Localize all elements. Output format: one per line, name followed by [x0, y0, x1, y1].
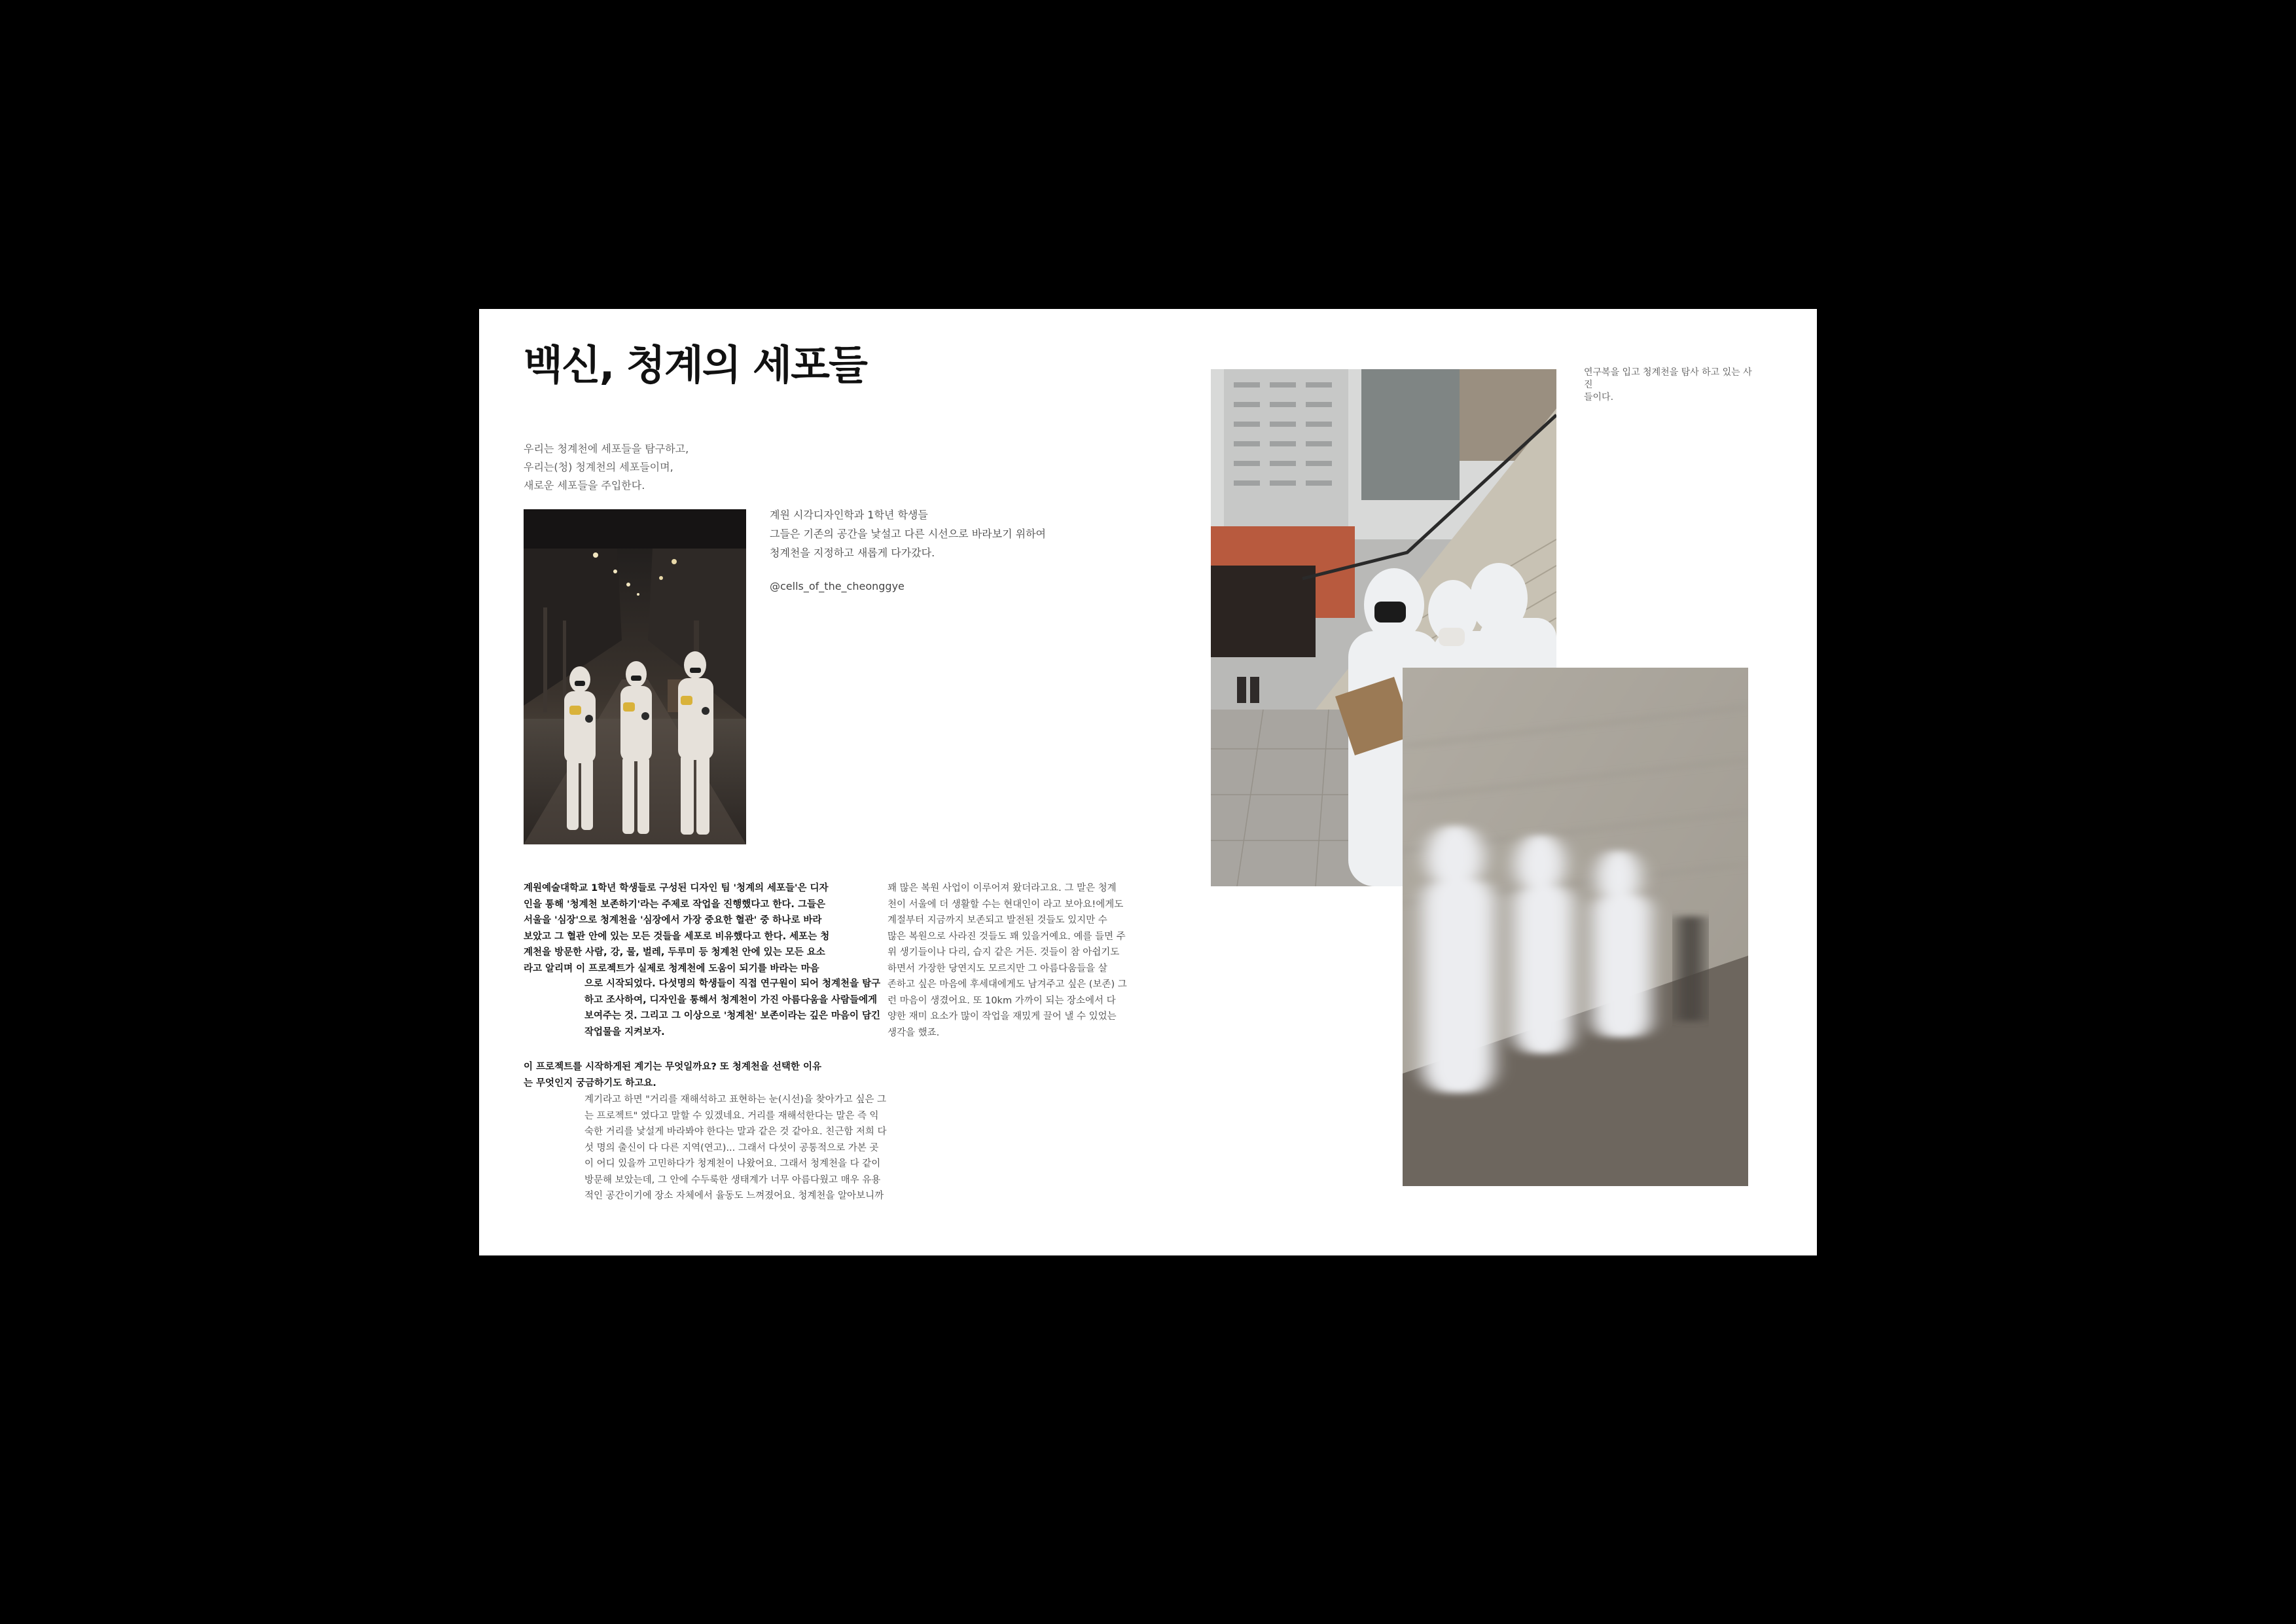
body-line: 계원예술대학교 1학년 학생들로 구성된 디자인 팀 '청계의 세포들'은 디자 [524, 883, 829, 893]
intro-line: 우리는(청) 청계천의 세포들이며, [524, 461, 673, 473]
col2-line: 런 마음이 생겼어요. 또 10km 가까이 되는 장소에서 다 [888, 995, 1116, 1006]
intro-line: 새로운 세포들을 주입한다. [524, 479, 645, 492]
interview-question [524, 1059, 870, 1091]
bio-line: 청계천을 지정하고 새롭게 다가갔다. [770, 547, 935, 559]
col2-line: 존하고 싶은 마음에 후세대에게도 남겨주고 싶은 (보존) 그 [888, 979, 1127, 990]
body-line: 보여주는 것. 그리고 그 이상으로 '청계천' 보존이라는 깊은 마음이 담긴 [584, 1011, 881, 1021]
article-body-lead [524, 880, 870, 977]
team-bio [770, 505, 1058, 596]
bio-line: 그들은 기존의 공간을 낯설고 다른 시선으로 바라보기 위하여 [770, 528, 1047, 540]
answer-line: 숙한 거리를 낯설게 바라봐야 한다는 말과 같은 것 같아요. 친근함 저희 다 [584, 1127, 887, 1137]
magazine-spread [479, 309, 1817, 1255]
intro-line: 우리는 청계천에 세포들을 탐구하고, [524, 442, 689, 455]
intro-text [524, 440, 798, 495]
researchers-walking-blur-photo [1403, 668, 1748, 1186]
interview-answer [584, 1092, 887, 1204]
caption-line: 들이다. [1584, 392, 1614, 403]
body-line: 계천을 방문한 사람, 강, 물, 벌레, 두루미 등 청계천 안에 있는 모든 요소 [524, 947, 825, 958]
body-line: 인을 통해 '청계천 보존하기'라는 주제로 작업을 진행했다고 한다. 그들은 [524, 899, 825, 910]
article-body-lead-indent [584, 976, 881, 1040]
photo-caption [1584, 367, 1761, 404]
col2-line: 천이 서울에 더 생활할 수는 현대인이 라고 보아요!에게도 [888, 899, 1124, 910]
team-portrait-image [524, 509, 746, 844]
body-line: 으로 시작되었다. 다섯명의 학생들이 직접 연구원이 되어 청계천을 탐구 [584, 979, 881, 989]
col2-line: 생각을 했죠. [888, 1027, 940, 1038]
article-title: 백신, 청계의 세포들 [524, 341, 867, 389]
team-portrait-photo [524, 509, 746, 844]
answer-line: 는 프로젝트" 였다고 말할 수 있겠네요. 거리를 재해석한다는 말은 즉 익 [584, 1110, 879, 1121]
researchers-walking-blur-image [1403, 668, 1748, 1186]
col2-line: 계절부터 지금까지 보존되고 발전된 것들도 있지만 수 [888, 915, 1107, 926]
answer-line: 이 어디 있을까 고민하다가 청계천이 나왔어요. 그래서 청계천을 다 같이 [584, 1159, 881, 1169]
col2-line: 위 생기들이나 다리, 습지 같은 거든. 것들이 참 아쉽기도 [888, 947, 1120, 958]
article-body-column-2 [888, 880, 1130, 1041]
body-line: 서울을 '심장'으로 청계천을 '심장에서 가장 중요한 혈관' 중 하나로 바라 [524, 915, 822, 926]
caption-line: 연구복을 입고 청계천을 탐사 하고 있는 사진 [1584, 367, 1752, 390]
question-line: 이 프로젝트를 시작하게된 계기는 무엇일까요? 또 청계천을 선택한 이유 [524, 1062, 821, 1072]
col2-line: 하면서 가장한 당연지도 모르지만 그 아름다움들을 살 [888, 963, 1107, 974]
body-line: 하고 조사하여, 디자인을 통해서 청계천이 가진 아름다움을 사람들에게 [584, 994, 878, 1005]
answer-line: 계기라고 하면 "거리를 재해석하고 표현하는 눈(시선)을 찾아가고 싶은 그 [584, 1094, 887, 1105]
col2-line: 양한 재미 요소가 많이 작업을 재밌게 끌어 낼 수 있었는 [888, 1011, 1117, 1022]
question-line: 는 무엇인지 궁금하기도 하고요. [524, 1077, 656, 1089]
body-line: 작업물을 지켜보자. [584, 1026, 665, 1038]
instagram-handle: @cells_of_the_cheonggye [770, 580, 905, 592]
answer-line: 적인 공간이기에 장소 자체에서 율동도 느껴졌어요. 청계천을 알아보니까 [584, 1191, 884, 1201]
col2-line: 꽤 많은 복원 사업이 이루어져 왔더라고요. 그 말은 청계 [888, 883, 1117, 893]
body-line: 라고 알리며 이 프로젝트가 실제로 청계천에 도움이 되기를 바라는 마음 [524, 963, 819, 974]
answer-line: 섯 명의 출신이 다 다른 지역(연고)... 그래서 다섯이 공통적으로 가본 곳 [584, 1142, 879, 1153]
body-line: 보았고 그 혈관 안에 있는 모든 것들을 세포로 비유했다고 한다. 세포는 청 [524, 931, 830, 942]
bio-line: 계원 시각디자인학과 1학년 학생들 [770, 509, 928, 521]
answer-line: 방문해 보았는데, 그 안에 수두룩한 생태계가 너무 아름다웠고 매우 유용 [584, 1174, 881, 1185]
col2-line: 많은 복원으로 사라진 것들도 꽤 있을거예요. 예를 들면 주 [888, 931, 1126, 942]
